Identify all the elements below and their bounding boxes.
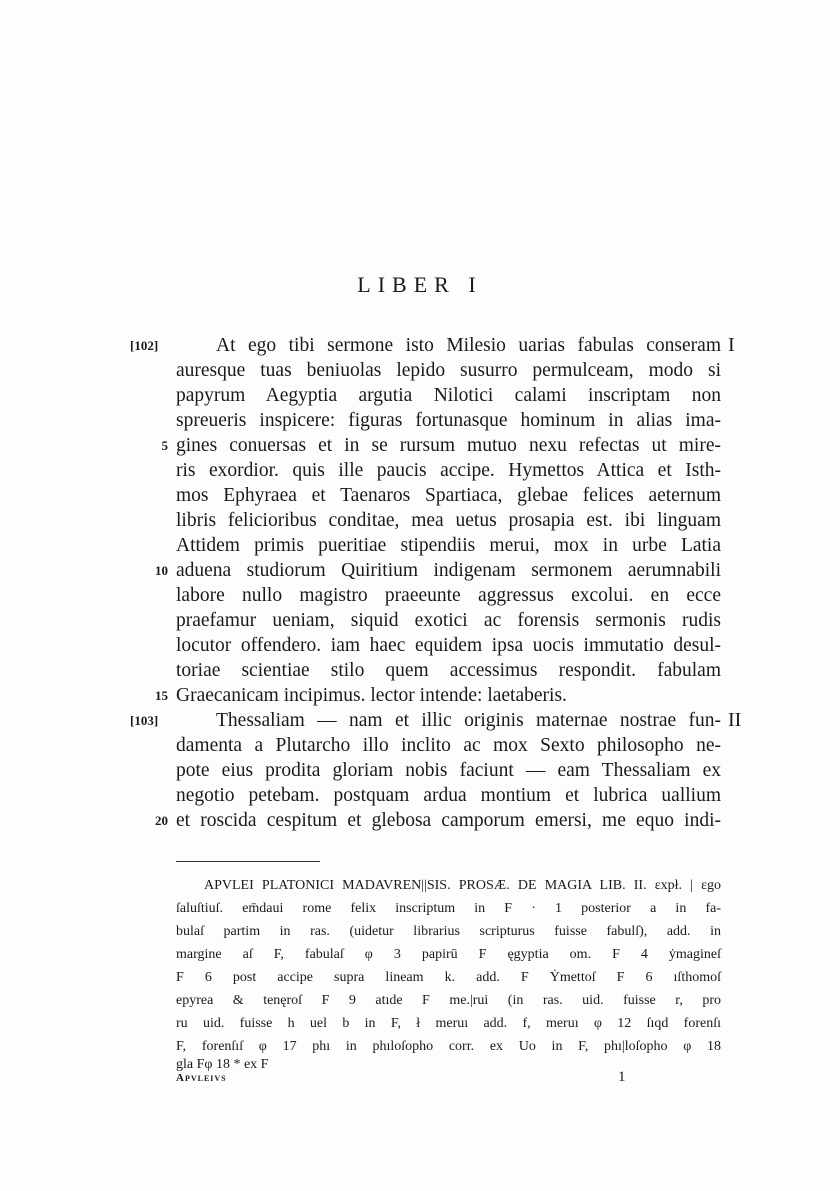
text-line: negotio petebam. postquam ardua montium et lubrica uallium bbox=[176, 785, 721, 806]
text-line: libris felicioribus conditae, mea uetus prosapia est. ibi linguam bbox=[176, 510, 721, 531]
chapter-number: II bbox=[728, 709, 742, 731]
text-line: auresque tuas beniuolas lepido susurro permulceam, modo si bbox=[176, 360, 721, 381]
line-number: 20 bbox=[155, 813, 168, 828]
apparatus-line: APVLEI PLATONICI MADAVREN||SIS. PROSÆ. DE MAGIA LIB. II. ɛxpł. | ɛgo bbox=[204, 878, 721, 893]
text-line: Graecanicam incipimus. lector intende: laetaberis. bbox=[176, 685, 567, 706]
bracket-ref: [103] bbox=[130, 713, 159, 728]
line-number: 10 bbox=[155, 563, 168, 578]
text-line: At ego tibi sermone isto Milesio uarias fabulas conseram bbox=[216, 335, 721, 356]
apparatus-line: bulaſ partim in ras. (uidetur librarius scripturus fuisse fabulſ), add. in bbox=[176, 924, 721, 939]
text-line: Thessaliam — nam et illic originis maternae nostrae fun- bbox=[216, 710, 721, 731]
apparatus-line: ru uid. fuisse h uel b in F, ł meruı add. f, meruı φ 12 ſıqd forenſı bbox=[176, 1016, 721, 1031]
running-title: Apvleivs bbox=[176, 1072, 227, 1084]
text-line: damenta a Plutarcho illo inclito ac mox Sexto philosopho ne- bbox=[176, 735, 721, 756]
apparatus-line: ſaluſtiuſ. em̄daui rome felix inscriptum in F · 1 posterior a in fa- bbox=[176, 901, 721, 916]
text-line: papyrum Aegyptia argutia Nilotici calami inscriptam non bbox=[176, 385, 721, 406]
bracket-ref: [102] bbox=[130, 338, 159, 353]
text-line: gines conuersas et in se rursum mutuo nexu refectas ut mire- bbox=[176, 435, 721, 456]
text-line: labore nullo magistro praeeunte aggressus excolui. en ecce bbox=[176, 585, 721, 606]
line-number: 5 bbox=[161, 438, 168, 453]
chapter-number: I bbox=[728, 334, 735, 356]
apparatus-line: F 6 post accipe supra lineam k. add. F Ẏmettoſ F 6 ıſthomoſ bbox=[176, 970, 721, 985]
apparatus-line: margine aſ F, fabulaſ φ 3 papirū F ęgyptia om. F 4 ẏmagineſ bbox=[176, 947, 721, 962]
text-line: et roscida cespitum et glebosa camporum emersi, me equo indi- bbox=[176, 810, 721, 831]
book-title: LIBER I bbox=[357, 272, 483, 297]
text-line: toriae scientiae stilo quem accessimus respondit. fabulam bbox=[176, 660, 721, 681]
signature-mark: 1 bbox=[618, 1069, 626, 1085]
text-line: spreueris inspicere: figuras fortunasque hominum in alias ima- bbox=[176, 410, 721, 431]
apparatus-line: epyrea & tenęroſ F 9 atıde F me.|rui (in ras. uid. fuisse r, pro bbox=[176, 993, 721, 1008]
footnote-divider bbox=[176, 861, 320, 862]
text-line: pote eius prodita gloriam nobis faciunt — eam Thessaliam ex bbox=[176, 760, 721, 781]
apparatus-line: gla Fφ 18 * ex F bbox=[176, 1057, 269, 1072]
text-line: praefamur ueniam, siquid exotici ac forensis sermonis rudis bbox=[176, 610, 721, 631]
text-line: aduena studiorum Quiritium indigenam sermonem aerumnabili bbox=[176, 560, 721, 581]
text-line: mos Ephyraea et Taenaros Spartiaca, glebae felices aeternum bbox=[176, 485, 721, 506]
text-line: locutor offendero. iam haec equidem ipsa uocis immutatio desul- bbox=[176, 635, 721, 656]
apparatus-line: F, forenſıſ φ 17 phı in phıloſopho corr. ex Uo in F, phı|loſopho φ 18 bbox=[176, 1039, 721, 1054]
text-line: Attidem primis pueritiae stipendiis merui, mox in urbe Latia bbox=[176, 535, 721, 556]
line-number: 15 bbox=[155, 688, 168, 703]
text-line: ris exordior. quis ille paucis accipe. Hymettos Attica et Isth- bbox=[176, 460, 721, 481]
